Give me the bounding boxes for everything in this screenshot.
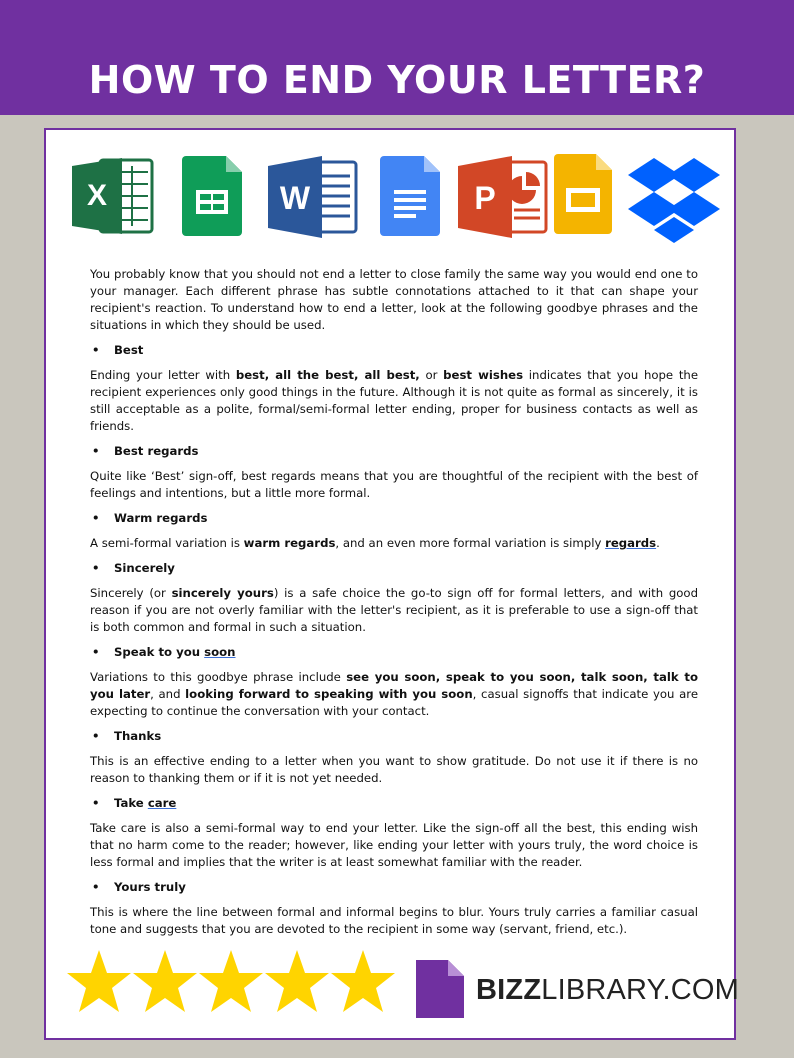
paragraph-best-regards: Quite like ‘Best’ sign-off, best regards means that you are thoughtful of the recipient with the best of feelings and intentions, but a little more formal. <box>90 469 698 500</box>
paragraph-thanks: This is an effective ending to a letter when you want to show gratitude. Do not use it if there is no reason to thanking them or if it is not yet needed. <box>90 754 698 785</box>
bullet: • <box>92 645 100 659</box>
bizzlibrary-logo-text <box>476 974 739 1006</box>
star-icon <box>67 950 131 1012</box>
paragraph-speak-to-you-soon <box>90 669 698 720</box>
heading-take-care <box>90 795 698 812</box>
word-icon[interactable] <box>266 154 358 240</box>
paragraph-yours-truly: This is where the line between formal and informal begins to blur. Yours truly carries a familiar casual tone and suggests that you are devoted to the recipient in some way (servant, friend, etc.). <box>90 905 698 936</box>
heading-thanks <box>90 728 698 745</box>
paragraph-take-care: Take care is also a semi-formal way to end your letter. Like the sign-off all the best, this ending wish that no harm come to the reader; however, like ending your letter with yours truly, the word choice is less formal and implies that the writer is at least somewhat familiar with the reader. <box>90 821 698 869</box>
bold-run: warm regards <box>243 536 336 550</box>
paragraph-sincerely <box>90 585 698 636</box>
heading-text: Sincerely <box>114 561 175 575</box>
app-icons-row <box>66 148 726 248</box>
header-banner <box>0 0 794 115</box>
logo-text-regular: LIBRARY.COM <box>541 974 739 1006</box>
bullet: • <box>92 796 100 810</box>
text-run: . <box>656 536 660 550</box>
bullet: • <box>92 511 100 525</box>
logo-text-bold: BIZZ <box>476 974 542 1006</box>
excel-icon[interactable] <box>70 154 154 238</box>
star-icon <box>331 950 395 1012</box>
bizzlibrary-logo-icon <box>416 960 464 1018</box>
bold-run: best wishes <box>443 368 524 382</box>
letter-content <box>90 266 698 946</box>
heading-text: Speak to you <box>114 645 205 659</box>
svg-text:X: X <box>86 179 108 212</box>
text-run: Variations to this goodbye phrase include <box>90 670 347 684</box>
text-run: Ending your letter with <box>90 368 236 382</box>
bullet: • <box>92 561 100 575</box>
bold-run: looking forward to speaking with you soon <box>185 687 473 701</box>
star-icon <box>199 950 263 1012</box>
text-run: or <box>419 368 444 382</box>
powerpoint-icon[interactable] <box>456 154 548 240</box>
google-docs-icon[interactable] <box>380 156 444 238</box>
text-run: , and <box>150 687 186 701</box>
star-icon <box>133 950 197 1012</box>
heading-warm-regards <box>90 510 698 527</box>
bold-run: see you soon, speak to you soon, talk soon, talk to you later <box>90 670 698 701</box>
bullet: • <box>92 343 100 357</box>
text-run: , and an even more formal variation is simply <box>335 536 606 550</box>
paragraph-warm-regards <box>90 535 698 552</box>
google-sheets-icon[interactable] <box>182 156 246 238</box>
bold-run: regards <box>605 536 657 550</box>
heading-text-underlined: care <box>147 796 177 810</box>
intro-paragraph: You probably know that you should not end a letter to close family the same way you would end one to your manager. Each different phrase has subtle connotations attached to it that can shape your recipient's reaction. To understand how to end a letter, look at the following goodbye phrases and the situations in which they should be used. <box>90 267 698 332</box>
text-run: Sincerely (or <box>90 586 172 600</box>
bullet: • <box>92 729 100 743</box>
page-title: HOW TO END YOUR LETTER? <box>88 58 706 102</box>
svg-text:P: P <box>474 180 496 216</box>
heading-text: Thanks <box>114 729 162 743</box>
star-icon <box>265 950 329 1012</box>
heading-text: Take <box>114 796 148 810</box>
text-run: A semi-formal variation is <box>90 536 244 550</box>
bullet: • <box>92 880 100 894</box>
heading-speak-to-you-soon <box>90 644 698 661</box>
heading-yours-truly <box>90 879 698 896</box>
document-card <box>44 128 739 1040</box>
bullet: • <box>92 444 100 458</box>
text-run: indicates that you hope the recipient experiences only good things in the future. Although it is not quite as formal as sincerely, it is still acceptable as a polite, formal/semi-formal letter ending, proper for business contacts as well as friends. <box>90 368 699 433</box>
svg-text:W: W <box>279 180 311 216</box>
text-run: , casual signoffs that indicate you are expecting to continue the conversation with your contact. <box>90 687 699 718</box>
heading-text: Warm regards <box>114 511 208 525</box>
heading-text: Best <box>114 343 144 357</box>
heading-text: Best regards <box>114 444 199 458</box>
heading-best-regards <box>90 443 698 460</box>
rating-stars <box>66 948 396 1020</box>
text-run: ) is a safe choice the go-to sign off for formal letters, and with good reason if you are not overly familiar with the letter's recipient, as it is preferable to use a sign-off that is both common and formal in such a situation. <box>90 586 699 634</box>
dropbox-icon[interactable] <box>626 156 722 244</box>
bold-run: best, all the best, all best, <box>235 368 420 382</box>
heading-text-underlined: soon <box>204 645 236 659</box>
bold-run: sincerely yours <box>171 586 274 600</box>
heading-sincerely <box>90 560 698 577</box>
heading-text: Yours truly <box>114 880 186 894</box>
heading-best <box>90 342 698 359</box>
paragraph-best <box>90 367 698 435</box>
google-slides-icon[interactable] <box>554 154 616 236</box>
bizzlibrary-logo[interactable] <box>416 958 739 1018</box>
